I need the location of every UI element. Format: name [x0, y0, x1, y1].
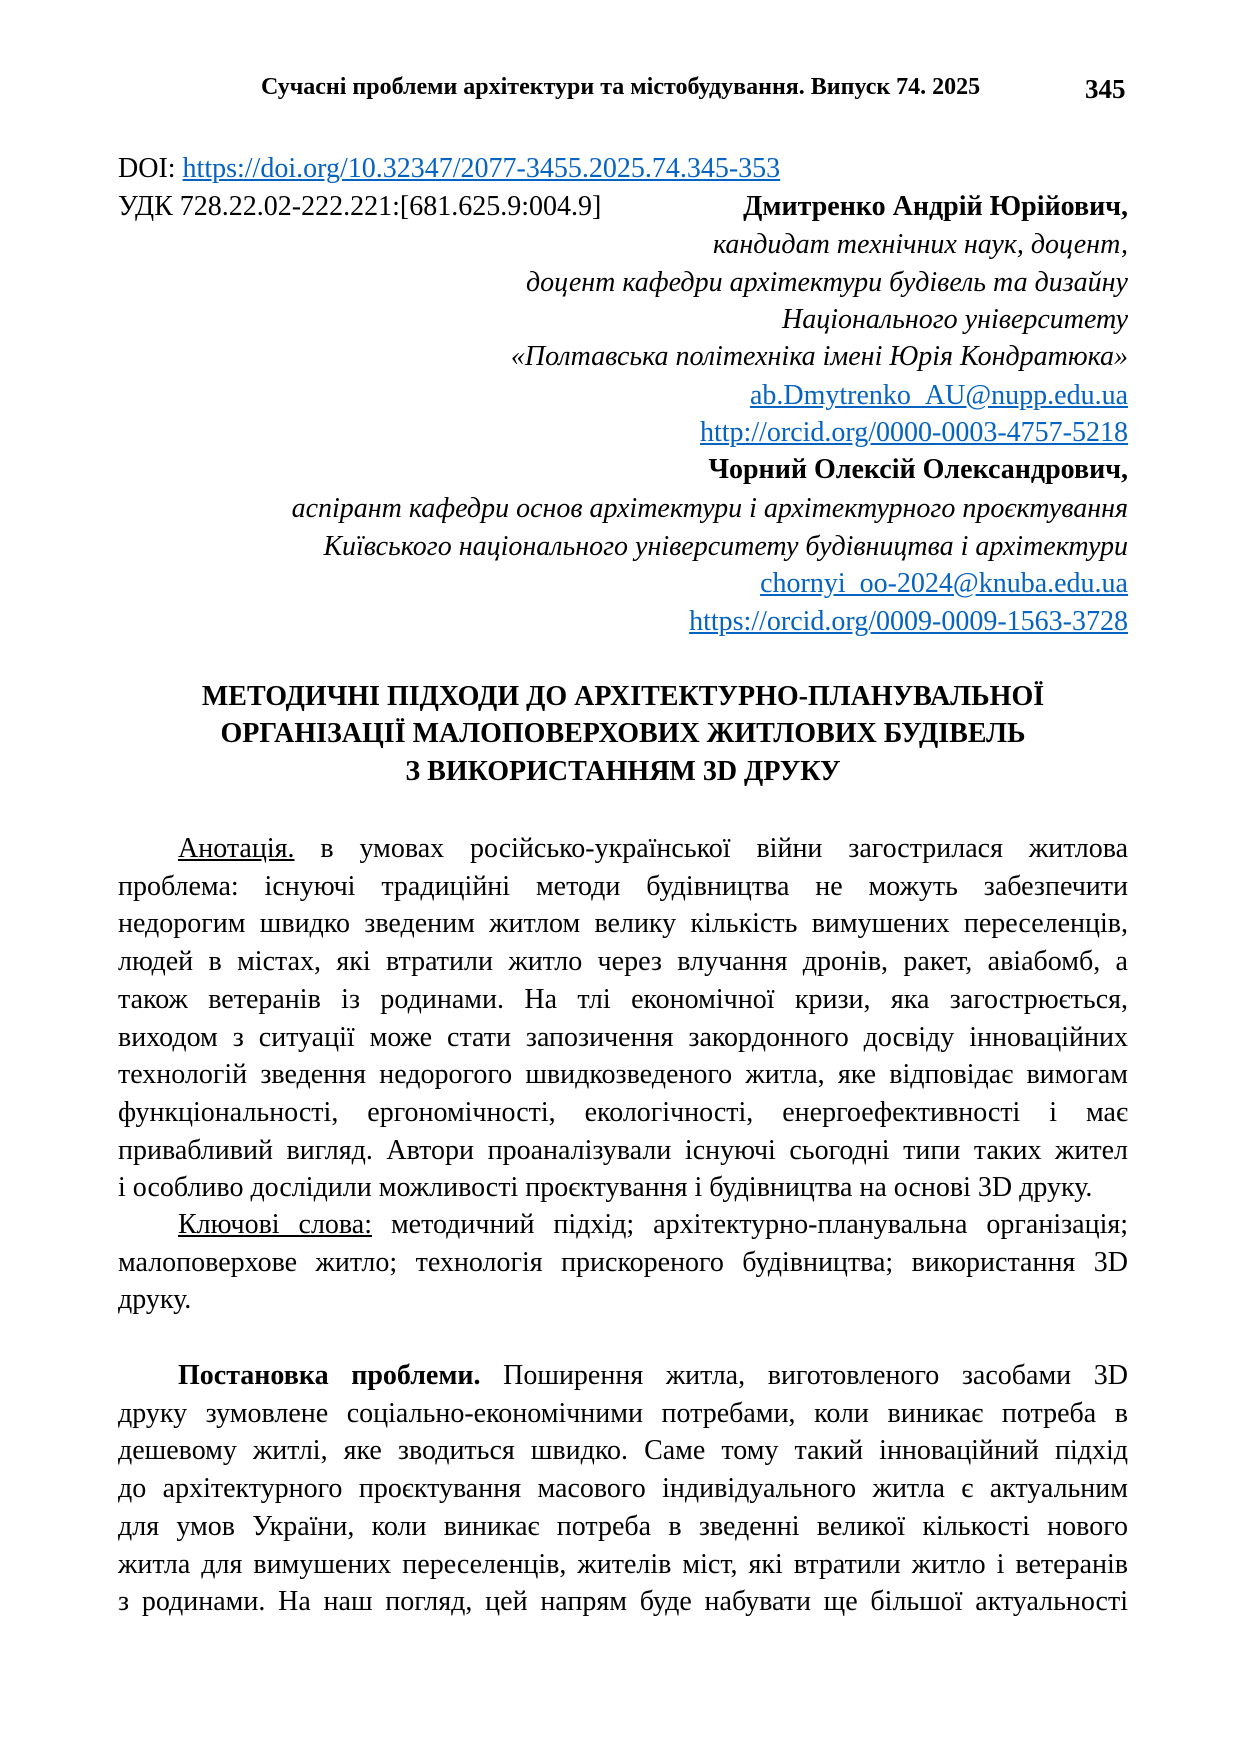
line-text: житла для вимушених переселенців, жителів міст, які втратили житло і ветеранів	[118, 1548, 1128, 1580]
line-text: малоповерхове житло; технологія прискореного будівництва; використання 3D	[118, 1246, 1128, 1278]
paragraph-line	[118, 943, 1128, 981]
author-1-orcid[interactable]: http://orcid.org/0000-0003-4757-5218	[700, 417, 1128, 448]
line-text: до архітектурного проєктування масового індивідуального житла є актуальним	[118, 1473, 1128, 1505]
line-text: друку зумовлене соціально-економічними потребами, коли виникає потреба в	[118, 1397, 1128, 1429]
running-header: Сучасні проблеми архітектури та містобудування. Випуск 74. 2025	[261, 74, 981, 100]
author-1-email[interactable]: ab.Dmytrenko_AU@nupp.edu.ua	[749, 380, 1128, 411]
author-2-email[interactable]: chornyi_oo-2024@knuba.edu.ua	[760, 568, 1128, 599]
doi-link[interactable]: https://doi.org/10.32347/2077-3455.2025.74.345-353	[182, 153, 781, 184]
doi-label: DOI:	[118, 153, 183, 184]
abstract-label: Анотація.	[178, 833, 295, 864]
line-text: людей в містах, які втратили житло через влучання дронів, ракет, авіабомб, а	[118, 946, 1128, 978]
author-1-name: Дмитренко Андрій Юрійович,	[743, 191, 1128, 222]
author-2-orcid[interactable]: https://orcid.org/0009-0009-1563-3728	[689, 606, 1128, 637]
paragraph-line	[118, 905, 1128, 943]
line-text: привабливий вигляд. Автори проаналізували існуючі сьогодні типи таких жител	[118, 1134, 1128, 1166]
line-text: також ветеранів із родинами. На тлі економічної кризи, яка загострюється,	[118, 983, 1128, 1015]
author-1-affiliation: Національного університету	[782, 304, 1128, 335]
problem-label: Постановка проблеми.	[178, 1360, 481, 1391]
paragraph-line	[118, 1470, 1128, 1508]
paragraph-line	[118, 1583, 1128, 1621]
line-text: технологій зведення недорогого швидкозведеного житла, яке відповідає вимогам	[118, 1059, 1128, 1091]
udk: УДК 728.22.02-222.221:[681.625.9:004.9]	[118, 191, 602, 222]
paragraph-line	[118, 1508, 1128, 1546]
author-1-affiliation: кандидат технічних наук, доцент,	[712, 229, 1128, 260]
paragraph-line	[118, 981, 1128, 1019]
line-text: для умов України, коли виникає потреба в зведенні великої кількості нового	[118, 1510, 1128, 1542]
paragraph-line	[178, 830, 1128, 868]
line-text: з родинами. На наш погляд, цей напрям буде набувати ще більшої актуальності	[118, 1586, 1128, 1618]
keywords-label: Ключові слова:	[178, 1209, 372, 1240]
paragraph-line	[118, 1281, 1128, 1319]
line-text: функціональності, ергономічності, екологічності, енергоефективності і має	[118, 1096, 1128, 1128]
paragraph-line	[118, 1056, 1128, 1094]
paragraph-line	[118, 1244, 1128, 1282]
paragraph-line	[118, 1432, 1128, 1470]
paragraph-line	[118, 1019, 1128, 1057]
author-1-affiliation: «Полтавська політехніка імені Юрія Кондратюка»	[510, 341, 1128, 372]
line-text: проблема: існуючі традиційні методи будівництва не можуть забезпечити	[118, 870, 1128, 902]
author-2-affiliation: Київського національного університету будівництва і архітектури	[323, 531, 1128, 562]
paragraph-line	[178, 1206, 1128, 1244]
author-2-name: Чорний Олексій Олександрович,	[708, 454, 1128, 485]
paragraph-line	[118, 868, 1128, 906]
line-text: Поширення житла, виготовленого засобами 3D	[480, 1360, 1128, 1391]
line-text: дешевому житлі, яке зводиться швидко. Саме тому такий інноваційний підхід	[118, 1435, 1128, 1467]
doi-line	[118, 150, 1128, 188]
article-title: МЕТОДИЧНІ ПІДХОДИ ДО АРХІТЕКТУРНО-ПЛАНУВАЛЬНОЇ	[201, 681, 1045, 712]
author-2-affiliation: аспірант кафедри основ архітектури і архітектурного проєктування	[291, 493, 1128, 524]
paragraph-line	[178, 1357, 1128, 1395]
article-title: ОРГАНІЗАЦІЇ МАЛОПОВЕРХОВИХ ЖИТЛОВИХ БУДІВЕЛЬ	[220, 718, 1026, 749]
author-1-affiliation: доцент кафедри архітектури будівель та дизайну	[526, 267, 1128, 298]
line-text: в умовах російсько-української війни загострилася житлова	[294, 833, 1128, 864]
article-title: З ВИКОРИСТАННЯМ 3D ДРУКУ	[405, 756, 841, 787]
page-number: 345	[1085, 74, 1126, 104]
line-text: методичний підхід; архітектурно-планувальна організація;	[372, 1209, 1129, 1240]
line-text: виходом з ситуації може стати запозичення закордонного досвіду інноваційних	[118, 1021, 1128, 1053]
line-text: недорогим швидко зведеним житлом велику кількість вимушених переселенців,	[118, 908, 1128, 940]
line-text: і особливо дослідили можливості проєктування і будівництва на основі 3D друку.	[118, 1172, 1093, 1204]
paragraph-line	[118, 1132, 1128, 1170]
paragraph-line	[118, 1169, 1128, 1207]
line-text: друку.	[118, 1284, 192, 1316]
paragraph-line	[118, 1094, 1128, 1132]
paragraph-line	[118, 1395, 1128, 1433]
paragraph-line	[118, 1546, 1128, 1584]
